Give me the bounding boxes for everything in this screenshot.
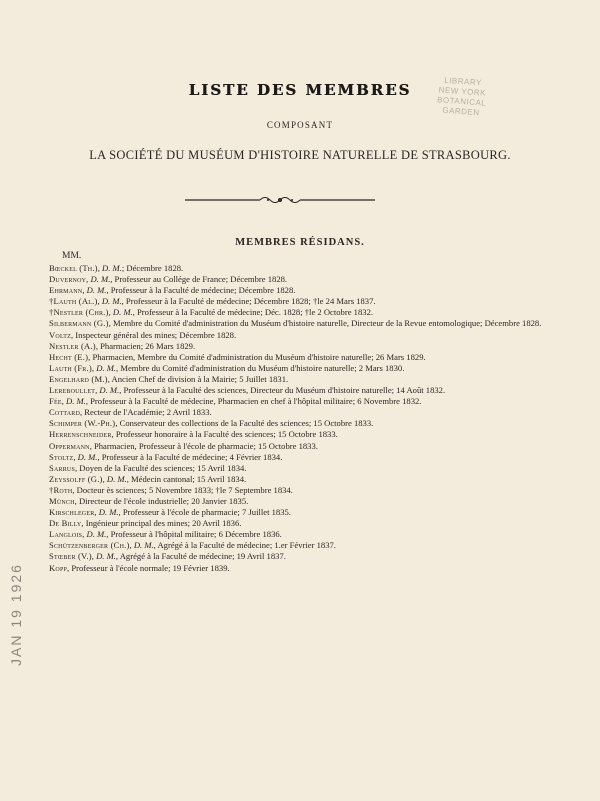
member-entry — [49, 418, 557, 429]
member-entry — [49, 485, 557, 496]
member-title: D. M. — [90, 274, 111, 285]
member-entry: †Lauth (Al.), D. M., Professeur à la Faculté de médecine; Décembre 1828; †le 24 Mars 1837. — [49, 296, 376, 307]
member-entry: Langlois, D. M., Professeur à l'hôpital militaire; 6 Décembre 1836. — [49, 529, 282, 540]
member-details: , Conservateur des collections de la Faculté des sciences; 15 Octobre 1833. — [115, 418, 374, 429]
library-stamp-line: BOTANICAL — [436, 95, 487, 108]
member-entry — [49, 352, 557, 363]
accession-date-stamp: JAN 19 1926 — [8, 563, 24, 667]
member-entry — [49, 407, 557, 418]
member-name: Stœber (V.) — [49, 551, 92, 562]
page-title: LISTE DES MEMBRES — [188, 81, 412, 99]
member-details: , Agrégé à la Faculté de médecine; 1.er Février 1837. — [153, 540, 336, 551]
member-title: D. M. — [96, 362, 117, 373]
member-details: , Agrégé à la Faculté de médecine; 19 Avril 1837. — [115, 551, 286, 562]
member-title: D. M. — [86, 285, 107, 296]
member-entry: Duvernoy, D. M., Professeur au Collége de France; Décembre 1828. — [49, 274, 288, 285]
member-details: , Professeur à la Faculté des sciences, Directeur du Muséum d'histoire naturelle; 14 Août 1832. — [119, 385, 446, 396]
member-details: , Professeur à l'école de pharmacie; 7 Juillet 1835. — [118, 507, 291, 518]
library-stamp — [416, 74, 509, 120]
member-entry — [49, 341, 557, 352]
member-entry — [49, 441, 557, 452]
member-details: , Pharmacien, Membre du Comité d'administration du Muséum d'histoire naturelle; 26 Mars 1829. — [88, 351, 426, 362]
member-name: Ehrmann — [49, 285, 83, 296]
member-name: Schimper (W.-Ph.) — [49, 418, 116, 429]
member-details: , Professeur honoraire à la Faculté des sciences; 15 Octobre 1833. — [111, 429, 338, 440]
member-title: D. M. — [112, 307, 133, 318]
member-details: , Membre du Comité d'administration du Muséum d'histoire naturelle, Directeur de la Revue entomologique; Décembre 1828. — [108, 318, 542, 329]
section-heading: MEMBRES RÉSIDANS. — [235, 237, 365, 248]
member-entry — [49, 563, 557, 574]
member-name: †Nestler (Chr.) — [49, 307, 109, 318]
section-prefix: MM. — [62, 251, 82, 261]
society-name: LA SOCIÉTÉ DU MUSÉUM D'HISTOIRE NATURELLE DE STRASBOURG. — [89, 148, 511, 162]
member-name: †Lauth (Al.) — [49, 296, 98, 307]
member-entry: †Nestler (Chr.), D. M., Professeur à la Faculté de médecine; Déc. 1828; †le 2 Octobre 1832. — [49, 307, 374, 318]
member-name: Silbermann (G.) — [49, 318, 109, 329]
member-details: , Professeur à la Faculté de médecine; Décembre 1828; †le 24 Mars 1837. — [121, 296, 376, 307]
member-details: , Ancien Chef de division à la Mairie; 5 Juillet 1831. — [107, 373, 289, 384]
member-details: , Professeur à la Faculté de médecine, Pharmacien en chef à l'hôpital militaire; 6 Novembre 1832. — [85, 396, 422, 407]
member-name: Oppermann — [49, 440, 90, 451]
member-name: Zeyssolff (G.) — [49, 473, 103, 484]
member-details: , Professeur à l'hôpital militaire; 6 Décembre 1836. — [106, 529, 282, 540]
member-details: , Professeur au Collége de France; Décembre 1828. — [110, 274, 288, 285]
member-title: D. M. — [66, 396, 86, 407]
member-details: , Membre du Comité d'administration du Muséum d'histoire naturelle; 2 Mars 1830. — [116, 362, 405, 373]
member-details: , Pharmacien; 26 Mars 1829. — [95, 340, 196, 351]
library-stamp-line: NEW YORK — [438, 85, 487, 98]
member-name: Kopp — [49, 562, 68, 573]
library-stamp-line: GARDEN — [442, 105, 480, 118]
member-details: , Inspecteur général des mines; Décembre 1828. — [70, 329, 237, 340]
member-name: De Billy — [49, 518, 82, 529]
member-entry: Bœckel (Th.), D. M.; Décembre 1828. — [49, 263, 184, 273]
member-name: Engelhard (M.) — [49, 373, 108, 384]
member-title: D. M. — [133, 540, 154, 551]
member-name: Kirschleger — [49, 507, 95, 518]
member-title: D. M. — [101, 296, 122, 307]
member-name: Fée — [49, 396, 62, 407]
member-name: Hecht (E.) — [49, 351, 89, 362]
member-title: D. M. — [86, 529, 107, 540]
member-entry — [49, 330, 557, 341]
member-name: †Roth — [49, 484, 73, 495]
member-name: Lauth (Fr.) — [49, 362, 92, 373]
member-title: D. M. — [98, 507, 119, 518]
member-entry — [49, 318, 557, 329]
member-details: , Professeur à la Faculté de médecine; Déc. 1828; †le 2 Octobre 1832. — [132, 307, 374, 318]
member-name: Bœckel (Th.) — [49, 263, 98, 273]
member-name: Stoltz — [49, 451, 74, 462]
member-details: , Pharmacien, Professeur à l'école de pharmacie; 15 Octobre 1833. — [89, 440, 318, 451]
page-subtitle: COMPOSANT — [266, 120, 334, 130]
member-title: D. M. — [99, 385, 120, 396]
member-name: Duvernoy — [49, 274, 87, 285]
member-name: Münch — [49, 495, 75, 506]
member-details: , Professeur à la Faculté de médecine; Décembre 1828. — [106, 285, 296, 296]
member-entry: Schützenberger (Ch.), D. M., Agrégé à la Faculté de médecine; 1.er Février 1837. — [49, 540, 336, 551]
member-details: , Professeur à la Faculté de médecine; 4 Février 1834. — [97, 451, 283, 462]
member-title: D. M. — [77, 451, 98, 462]
member-name: Schützenberger (Ch.) — [49, 540, 130, 551]
member-entry — [49, 374, 557, 385]
member-entry — [49, 496, 557, 507]
member-entry: Zeyssolff (G.), D. M., Médecin cantonal; 15 Avril 1834. — [49, 473, 247, 484]
member-title: D. M. — [96, 551, 116, 562]
member-details: , Ingénieur principal des mines; 20 Avril 1836. — [81, 518, 242, 529]
member-details: , Docteur ès sciences; 5 Novembre 1833; †le 7 Septembre 1834. — [72, 484, 293, 495]
member-entry — [49, 463, 557, 474]
member-details: , Professeur à l'école normale; 19 Février 1839. — [67, 562, 230, 573]
member-entry: Fée, D. M., Professeur à la Faculté de médecine, Pharmacien en chef à l'hôpital militaire; 6 Novembre 1832. — [49, 396, 422, 407]
member-entry: Ehrmann, D. M., Professeur à la Faculté de médecine; Décembre 1828. — [49, 285, 296, 296]
member-details: , Médecin cantonal; 15 Avril 1834. — [126, 473, 247, 484]
member-entry: Stœber (V.), D. M., Agrégé à la Faculté de médecine; 19 Avril 1837. — [49, 551, 286, 562]
member-details: , Directeur de l'école industrielle; 20 Janvier 1835. — [74, 495, 249, 506]
member-entry: Stoltz, D. M., Professeur à la Faculté de médecine; 4 Février 1834. — [49, 451, 283, 462]
member-title: D. M. — [106, 473, 127, 484]
member-entry: Lereboullet, D. M., Professeur à la Faculté des sciences, Directeur du Muséum d'histoire naturelle; 14 Août 1832. — [49, 385, 446, 396]
member-name: Herrenschneider — [49, 429, 112, 440]
member-details: ; Décembre 1828. — [121, 263, 184, 273]
member-name: Nestler (A.) — [49, 340, 96, 351]
member-entry — [49, 518, 557, 529]
member-list — [49, 263, 557, 574]
member-name: Lereboullet — [49, 385, 96, 396]
member-entry: Kirschleger, D. M., Professeur à l'école de pharmacie; 7 Juillet 1835. — [49, 507, 291, 518]
library-stamp-line: LIBRARY — [444, 75, 483, 88]
member-name: Langlois — [49, 529, 83, 540]
member-title: D. M. — [102, 263, 122, 273]
ornament-divider — [180, 193, 380, 207]
member-name: Sarrus — [49, 462, 75, 473]
member-name: Voltz — [49, 329, 71, 340]
member-entry: Lauth (Fr.), D. M., Membre du Comité d'administration du Muséum d'histoire naturelle; 2 Mars 1830. — [49, 362, 405, 373]
member-details: , Doyen de la Faculté des sciences; 15 Avril 1834. — [75, 462, 247, 473]
member-entry — [49, 429, 557, 440]
member-name: Cottard — [49, 407, 80, 418]
member-details: , Recteur de l'Académie; 2 Avril 1833. — [79, 407, 212, 418]
